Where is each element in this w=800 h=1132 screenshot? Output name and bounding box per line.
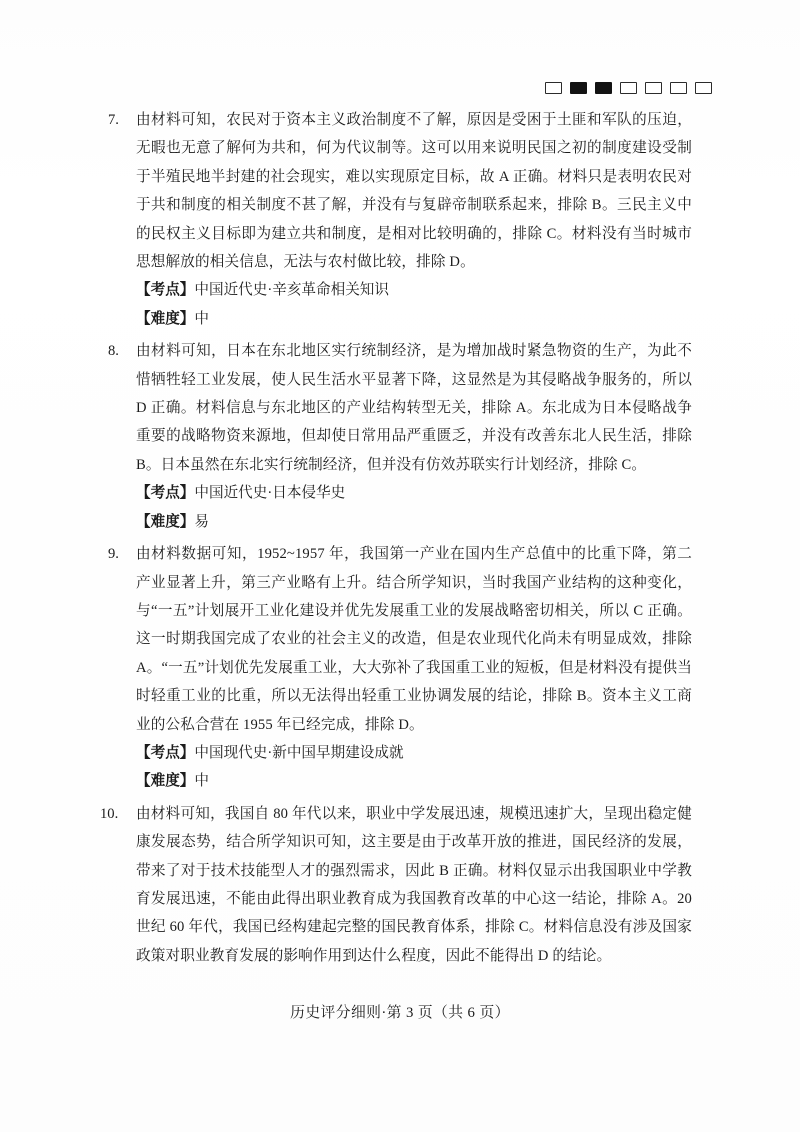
page-marker-boxes (545, 82, 712, 94)
item-explanation-text-7: 由材料可知，农民对于资本主义政治制度不了解，原因是受困于土匪和军队的压迫，无暇也无意了解何为共和，何为代议制等。这可以用来说明民国之初的制度建设受制于半殖民地半封建的社会现实，难以实现原定目标，故 A 正确。材料只是表明农民对于共和制度的相关制度不甚了解，并没有与复辟帝制联系起来，排除 B。三民主义中的民权主义目标即为建立共和制度，是相对比较明确的，排除 C。材料没有当时城市思想解放的相关信息，无法与农村做比较，排除 D。 (136, 112, 692, 271)
item-nandu-8 (136, 508, 692, 536)
marker-box-1 (545, 82, 562, 94)
item-body-9 (136, 540, 692, 796)
item-number-8: 8. (108, 343, 119, 360)
kaodian-label-9: 【考点】 (136, 744, 195, 761)
item-body-8 (136, 337, 692, 536)
kaodian-label-8: 【考点】 (136, 485, 195, 502)
explanation-item-10 (100, 800, 692, 970)
nandu-label-9: 【难度】 (136, 773, 195, 790)
item-kaodian-7 (136, 276, 692, 304)
item-explanation-text-8: 由材料可知，日本在东北地区实行统制经济，是为增加战时紧急物资的生产，为此不惜牺牲轻工业发展，使人民生活水平显著下降，这显然是为其侵略战争服务的，所以 D 正确。材料信息与东北地区的产业结构转型无关，排除 A。东北成为日本侵略战争重要的战略物资来源地，但却使日常用品严重匮乏，并没有改善东北人民生活，排除 B。日本虽然在东北实行统制经济，但并没有仿效苏联实行计划经济，排除 C。 (136, 343, 692, 473)
item-number-10: 10. (100, 805, 119, 822)
item-body-10 (136, 800, 692, 970)
item-kaodian-8 (136, 479, 692, 507)
item-body-7 (136, 106, 692, 333)
answer-explanations-body (100, 106, 692, 970)
explanation-item-9 (108, 540, 692, 796)
kaodian-label-7: 【考点】 (136, 282, 195, 299)
marker-box-3 (595, 82, 612, 94)
page-footer: 历史评分细则·第 3 页（共 6 页） (290, 1005, 510, 1021)
kaodian-value-8: 中国近代史·日本侵华史 (194, 485, 346, 502)
item-number-7: 7. (108, 112, 119, 128)
marker-box-5 (645, 82, 662, 94)
item-kaodian-9 (136, 739, 692, 767)
nandu-label-8: 【难度】 (136, 513, 195, 530)
marker-box-2 (570, 82, 587, 94)
marker-box-6 (670, 82, 687, 94)
nandu-label-7: 【难度】 (136, 310, 195, 327)
kaodian-value-9: 中国现代史·新中国早期建设成就 (194, 744, 404, 761)
nandu-value-8: 易 (194, 513, 209, 530)
kaodian-value-7: 中国近代史·辛亥革命相关知识 (194, 282, 389, 299)
item-nandu-9 (136, 767, 692, 795)
item-explanation-text-10: 由材料可知，我国自 80 年代以来，职业中学发展迅速，规模迅速扩大，呈现出稳定健康发展态势，结合所学知识可知，这主要是由于改革开放的推进，国民经济的发展，带来了对于技术技能型人才的强烈需求，因此 B 正确。材料仅显示出我国职业中学教育发展迅速，不能由此得出职业教育成为我国教育改革的中心这一结论，排除 A。20 世纪 60 年代，我国已经构建起完整的国民教育体系，排除 C。材料信息没有涉及国家政策对职业教育发展的影响作用到达什么程度，因此不能得出 D 的结论。 (136, 805, 692, 964)
explanation-item-8 (108, 337, 692, 536)
item-number-9: 9. (108, 546, 119, 563)
marker-box-4 (620, 82, 637, 94)
nandu-value-7: 中 (194, 310, 209, 327)
explanation-item-7 (108, 106, 692, 333)
item-explanation-text-9: 由材料数据可知，1952~1957 年，我国第一产业在国内生产总值中的比重下降，第二产业显著上升，第三产业略有上升。结合所学知识，当时我国产业结构的这种变化，与“一五”计划展开工业化建设并优先发展重工业的发展战略密切相关，所以 C 正确。这一时期我国完成了农业的社会主义的改造，但是农业现代化尚未有明显成效，排除 A。“一五”计划优先发展重工业，大大弥补了我国重工业的短板，但是材料没有提供当时轻重工业的比重，所以无法得出轻重工业协调发展的结论，排除 B。资本主义工商业的公私合营在 1955 年已经完成，排除 D。 (136, 546, 692, 733)
item-nandu-7 (136, 305, 692, 333)
marker-box-7 (695, 82, 712, 94)
nandu-value-9: 中 (194, 773, 209, 790)
